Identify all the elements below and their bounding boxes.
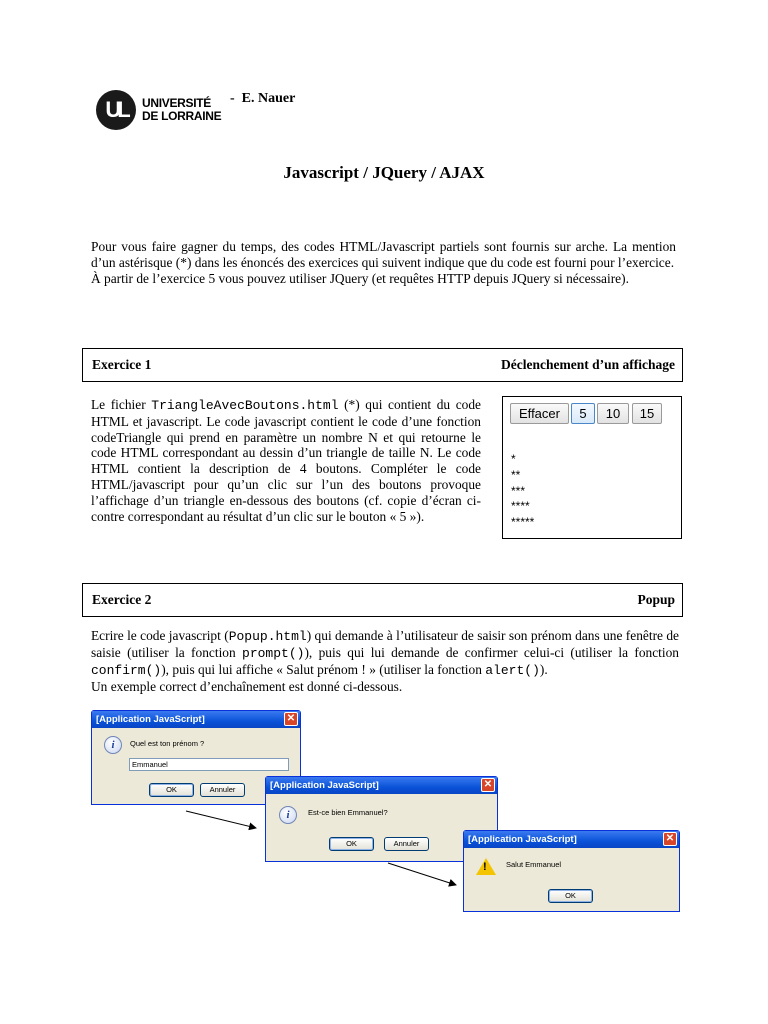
triangle-output: * ** *** **** *****	[511, 452, 535, 530]
page-title: Javascript / JQuery / AJAX	[283, 163, 485, 182]
ok-button[interactable]: OK	[149, 783, 194, 797]
warning-icon: !	[476, 858, 496, 875]
prompt-input[interactable]: Emmanuel	[129, 758, 289, 771]
confirm-message: Est-ce bien Emmanuel?	[308, 808, 388, 817]
exercise-2-header: Exercice 2 Popup	[82, 583, 683, 617]
cancel-button[interactable]: Annuler	[200, 783, 245, 797]
ok-button[interactable]: OK	[548, 889, 593, 903]
close-icon[interactable]: ✕	[481, 778, 495, 792]
alert-message: Salut Emmanuel	[506, 860, 562, 869]
button-10[interactable]: 10	[597, 403, 629, 424]
code-filename: TriangleAvecBoutons.html	[151, 398, 339, 413]
dialog-title-bar: [Application JavaScript]	[464, 831, 679, 848]
exercise-2-text: Ecrire le code javascript (Popup.html) qui demande à l’utilisateur de saisir son prénom dans une fenêtre de saisie (utiliser la fonction prompt()), puis qui lui demande de confirmer celui-ci (utiliser la fonction confirm()), puis qui lui affiche « Salut prénom ! » (utiliser la fonction alert()). Un exemple correct d’enchaînement est donné ci-dessous.	[91, 628, 679, 694]
arrow-confirm-to-alert	[388, 863, 456, 885]
dialog-title-bar: [Application JavaScript]	[92, 711, 300, 728]
ok-button[interactable]: OK	[329, 837, 374, 851]
exercise-1-header: Exercice 1 Déclenchement d’un affichage	[82, 348, 683, 382]
exercise-1-text: Le fichier TriangleAvecBoutons.html (*) qui contient du code HTML et javascript. Le code javascript contient le code d’une fonction codeTriangle qui prend en paramètre un nombre N et qui retourne le code HTML correspondant au dessin d’un triangle de taille N. Le code HTML contient la description de 4 boutons. Compléter le code HTML/javascript pour qu’un clic sur l’un des boutons provoque l’affichage d’un triangle en-dessous des boutons (cf. copie d’écran ci-contre correspondant au résultat d’un clic sur le bouton « 5 »).	[91, 397, 482, 524]
author: - E. Nauer	[230, 91, 296, 106]
prompt-message: Quel est ton prénom ?	[130, 739, 205, 748]
dialog-title-bar: [Application JavaScript]	[266, 777, 497, 794]
effacer-button[interactable]: Effacer	[510, 403, 569, 424]
alert-dialog	[463, 830, 680, 912]
info-icon: i	[279, 806, 297, 824]
arrow-prompt-to-confirm	[186, 811, 256, 828]
university-logo-icon: UL	[96, 90, 136, 130]
close-icon[interactable]: ✕	[663, 832, 677, 846]
university-logo-text: UNIVERSITÉ DE LORRAINE	[142, 96, 222, 123]
button-15[interactable]: 15	[632, 403, 662, 424]
button-5[interactable]: 5	[571, 403, 595, 424]
cancel-button[interactable]: Annuler	[384, 837, 429, 851]
info-icon: i	[104, 736, 122, 754]
close-icon[interactable]: ✕	[284, 712, 298, 726]
intro-paragraph: Pour vous faire gagner du temps, des codes HTML/Javascript partiels sont fournis sur arche. La mention d’un astérisque (*) dans les énoncés des exercices qui suivent indique que du code est fourni pour l’exercice. À partir de l’exercice 5 vous pouvez utiliser JQuery (et requêtes HTTP depuis JQuery si nécessaire).	[91, 239, 676, 286]
